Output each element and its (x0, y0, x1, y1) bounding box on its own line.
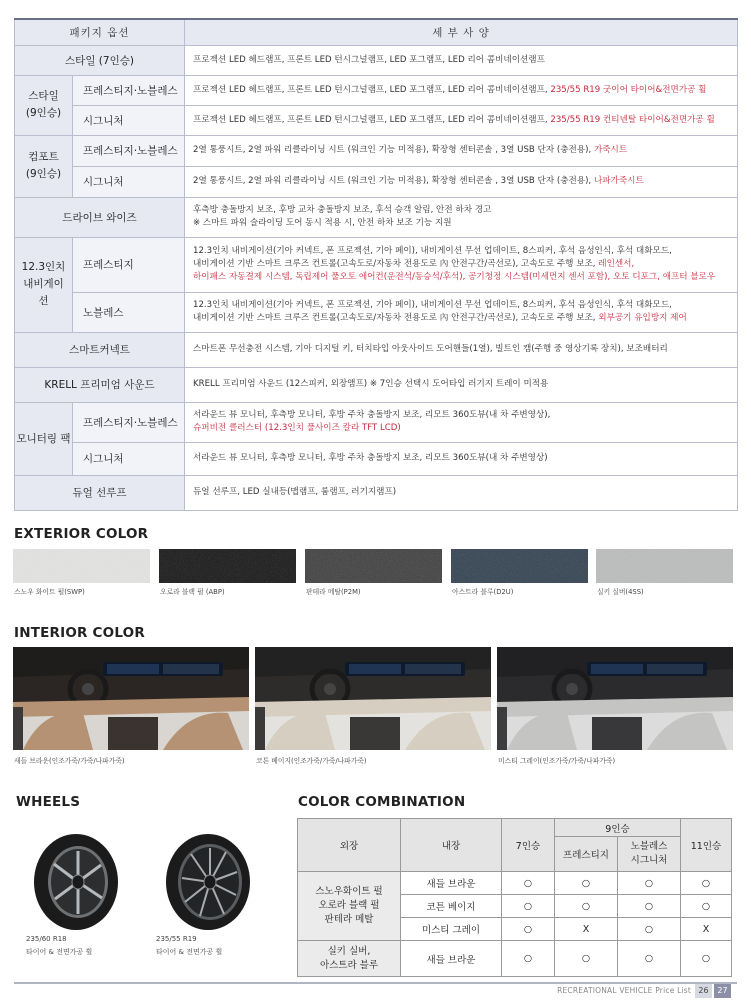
combo-row (298, 872, 732, 895)
wheel-image-r18 (28, 832, 118, 936)
row-style7 (15, 45, 738, 75)
option-label: 12.3인치 내비게이션 (15, 237, 73, 332)
row-style9-signature (15, 105, 738, 135)
row-sunroof (15, 475, 738, 510)
row-drivewise (15, 197, 738, 237)
sub-trim-label: 시그니처 (73, 442, 185, 475)
header-prestige: 프레스티지 (555, 837, 618, 872)
availability-mark: ○ (681, 872, 732, 895)
exterior-color-name: 오로라 블랙 펄 (ABP) (160, 588, 225, 596)
color-combination-table (297, 818, 732, 977)
header-11-seats: 11인승 (681, 819, 732, 872)
availability-mark: ○ (681, 941, 732, 977)
availability-mark: ○ (502, 941, 555, 977)
header-interior: 내장 (401, 819, 502, 872)
availability-mark: ○ (618, 872, 681, 895)
wheel-size: 235/55 R19 (156, 935, 197, 943)
spec-text: 서라운드 뷰 모니터, 후측방 모니터, 후방 주차 충돌방지 보조, 리모트 360도뷰(내 차 주변영상), 슈퍼비전 클러스터 (12.3인치 풀사이즈 칼라 TFT LCD) (185, 402, 738, 442)
row-style9-prestige (15, 75, 738, 105)
header-spec: 세 부 사 양 (185, 19, 738, 45)
row-monitor-signature (15, 442, 738, 475)
spec-text: 듀얼 선루프, LED 실내등(맵램프, 룸램프, 러기지램프) (185, 475, 738, 510)
row-monitor-prestige (15, 402, 738, 442)
interior-color-name: 미스티 그레이(인조가죽/가죽/나파가죽) (498, 757, 616, 765)
exterior-swatch-panthera-metal (305, 549, 442, 583)
row-navi-noblesse (15, 292, 738, 332)
spec-text: 2열 통풍시트, 2열 파워 리클라이닝 시트 (워크인 기능 미적용), 확장형 센터콘솔 , 3열 USB 단자 (충전용), 나파가죽시트 (185, 166, 738, 197)
spec-text: KRELL 프리미엄 사운드 (12스피커, 외장앰프) ※ 7인승 선택시 도어타입 러기지 트레이 미적용 (185, 367, 738, 402)
exterior-swatch-aurora-black (159, 549, 296, 583)
exterior-group-cell: 스노우화이트 펄 오로라 블랙 펄 판테라 메탈 (298, 872, 401, 941)
availability-mark: X (555, 918, 618, 941)
spec-text: 12.3인치 내비게이션(기아 커넥트, 폰 프로젝션, 기아 페이), 내비게이션 무선 업데이트, 8스피커, 후석 음성인식, 후석 대화모드, 내비게이션 기반 스마트 크루즈 컨트롤(고속도로/자동차 전용도로 內 안전구간/곡선로), 고속도로 주행 보조, 레인센서, 하이패스 자동결제 시스템, 독립제어 풀오토 에어컨(운전석/동승석/후석), 공기청정 시스템(미세먼지 센서 포함), 오토 디포그, 애프터 블로우 (185, 237, 738, 292)
wheel-image-r19 (160, 832, 250, 936)
row-smartconnect (15, 332, 738, 367)
sub-trim-label: 프레스티지·노블레스 (73, 402, 185, 442)
interior-photo-cotton-beige (255, 647, 491, 750)
exterior-color-name: 판테라 메탈(P2M) (306, 588, 361, 596)
interior-photo-misty-gray (497, 647, 733, 750)
availability-mark: ○ (502, 918, 555, 941)
page-number-right: 27 (714, 984, 731, 998)
option-label: 스마트커넥트 (15, 332, 185, 367)
footer-divider (14, 982, 737, 984)
option-label: KRELL 프리미엄 사운드 (15, 367, 185, 402)
row-navi-prestige (15, 237, 738, 292)
sub-trim-label: 프레스티지·노블레스 (73, 75, 185, 105)
exterior-swatch-silky-silver (596, 549, 733, 583)
exterior-swatch-astra-blue (451, 549, 588, 583)
availability-mark: ○ (681, 895, 732, 918)
interior-color-name: 코튼 베이지(인조가죽/가죽/나파가죽) (256, 757, 367, 765)
header-exterior: 외장 (298, 819, 401, 872)
header-7-seats: 7인승 (502, 819, 555, 872)
spec-text: 후측방 충돌방지 보조, 후방 교차 충돌방지 보조, 후석 승객 알림, 안전 하차 경고 ※ 스마트 파워 슬라이딩 도어 동시 적용 시, 안전 하차 보조 기능 지원 (185, 197, 738, 237)
option-label: 스타일 (9인승) (15, 75, 73, 135)
interior-cell: 새들 브라운 (401, 872, 502, 895)
interior-photo-saddle-brown (13, 647, 249, 750)
interior-color-name: 새들 브라운(인조가죽/가죽/나파가죽) (14, 757, 125, 765)
spec-text: 2열 통풍시트, 2열 파워 리클라이닝 시트 (워크인 기능 미적용), 확장형 센터콘솔 , 3열 USB 단자 (충전용), 가죽시트 (185, 135, 738, 166)
availability-mark: ○ (618, 941, 681, 977)
page-number-left: 26 (695, 984, 712, 998)
availability-mark: ○ (502, 895, 555, 918)
option-label: 스타일 (7인승) (15, 45, 185, 75)
interior-cell: 새들 브라운 (401, 941, 502, 977)
package-option-table (14, 18, 738, 511)
combo-row (298, 941, 732, 977)
wheel-desc: 타이어 & 전면가공 휠 (26, 948, 93, 956)
sub-trim-label: 프레스티지 (73, 237, 185, 292)
option-label: 모니터링 팩 (15, 402, 73, 475)
spec-text: 프로젝션 LED 헤드램프, 프론트 LED 턴시그널램프, LED 포그램프, LED 리어 콤비네이션램프, 235/55 R19 컨티넨탈 타이어&전면가공 휠 (185, 105, 738, 135)
exterior-color-name: 아스트라 블루(D2U) (452, 588, 514, 596)
availability-mark: ○ (618, 895, 681, 918)
option-label: 컴포트 (9인승) (15, 135, 73, 197)
header-noblesse-signature: 노블레스 시그니처 (618, 837, 681, 872)
exterior-color-name: 실키 실버(4SS) (597, 588, 644, 596)
interior-color-title: INTERIOR COLOR (14, 625, 145, 641)
availability-mark: ○ (555, 941, 618, 977)
color-combination-title: COLOR COMBINATION (298, 794, 466, 810)
spec-text: 서라운드 뷰 모니터, 후측방 모니터, 후방 주차 충돌방지 보조, 리모트 360도뷰(내 차 주변영상) (185, 442, 738, 475)
exterior-group-cell: 실키 실버, 아스트라 블루 (298, 941, 401, 977)
row-comfort9-prestige (15, 135, 738, 166)
availability-mark: X (681, 918, 732, 941)
exterior-color-name: 스노우 화이트 펄(SWP) (14, 588, 85, 596)
wheel-desc: 타이어 & 전면가공 휠 (156, 948, 223, 956)
exterior-color-title: EXTERIOR COLOR (14, 526, 149, 542)
row-comfort9-signature (15, 166, 738, 197)
spec-text: 프로젝션 LED 헤드램프, 프론트 LED 턴시그널램프, LED 포그램프, LED 리어 콤비네이션램프, 235/55 R19 굿이어 타이어&전면가공 휠 (185, 75, 738, 105)
wheel-size: 235/60 R18 (26, 935, 67, 943)
option-label: 드라이브 와이즈 (15, 197, 185, 237)
spec-text: 프로젝션 LED 헤드램프, 프론트 LED 턴시그널램프, LED 포그램프, LED 리어 콤비네이션램프 (185, 45, 738, 75)
wheels-title: WHEELS (16, 794, 81, 810)
footer-title: RECREATIONAL VEHICLE Price List (557, 986, 691, 995)
spec-text: 12.3인치 내비게이션(기아 커넥트, 폰 프로젝션, 기아 페이), 내비게이션 무선 업데이트, 8스피커, 후석 음성인식, 후석 대화모드, 내비게이션 기반 스마트 크루즈 컨트롤(고속도로/자동차 전용도로 內 안전구간/곡선로), 고속도로 주행 보조, 외부공기 유입방지 제어 (185, 292, 738, 332)
availability-mark: ○ (555, 895, 618, 918)
header-package-option: 패키지 옵션 (15, 19, 185, 45)
sub-trim-label: 시그니처 (73, 166, 185, 197)
sub-trim-label: 프레스티지·노블레스 (73, 135, 185, 166)
availability-mark: ○ (618, 918, 681, 941)
sub-trim-label: 시그니처 (73, 105, 185, 135)
interior-cell: 코튼 베이지 (401, 895, 502, 918)
option-label: 듀얼 선루프 (15, 475, 185, 510)
sub-trim-label: 노블레스 (73, 292, 185, 332)
exterior-swatch-snow-white (13, 549, 150, 583)
interior-cell: 미스티 그레이 (401, 918, 502, 941)
availability-mark: ○ (555, 872, 618, 895)
row-krell (15, 367, 738, 402)
header-9-seats: 9인승 (555, 819, 681, 837)
availability-mark: ○ (502, 872, 555, 895)
spec-text: 스마트폰 무선충전 시스템, 기아 디지털 키, 터치타입 아웃사이드 도어핸들(1열), 빌트인 캠(주행 중 영상기록 장치), 보조배터리 (185, 332, 738, 367)
